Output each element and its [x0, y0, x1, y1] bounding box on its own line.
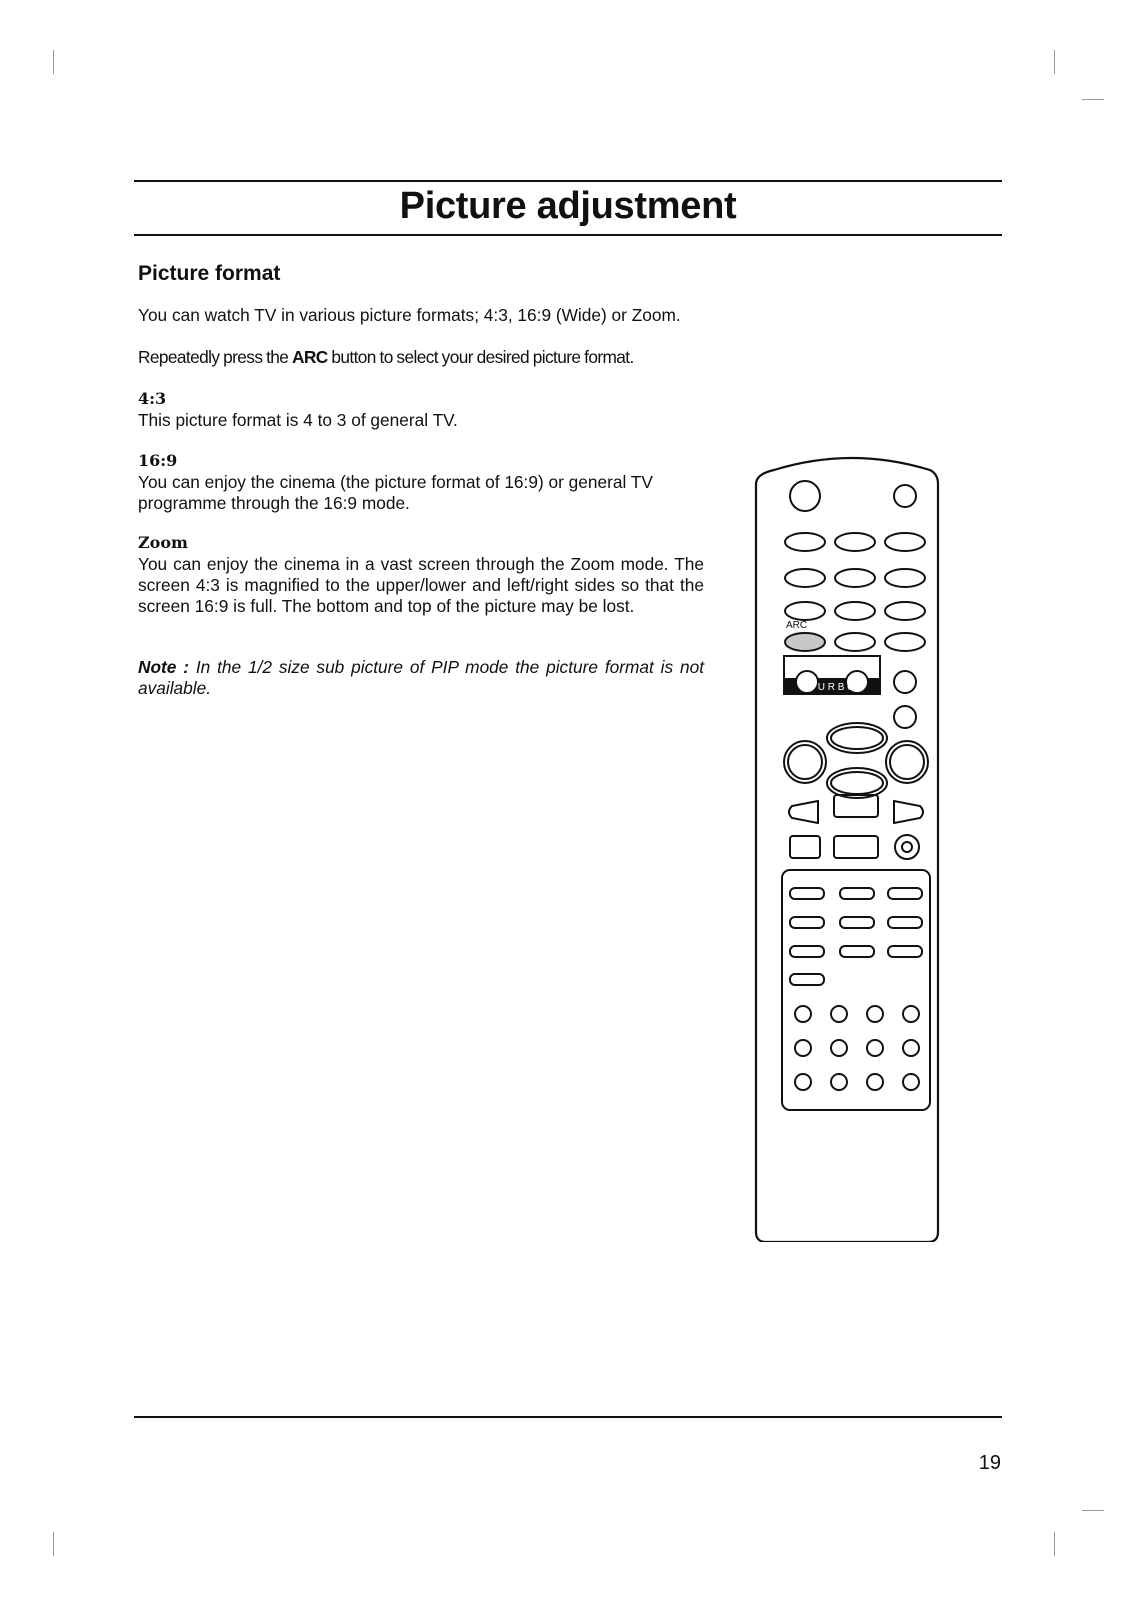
remote-control-drawing: [752, 452, 958, 1242]
intro-paragraph: You can watch TV in various picture formats; 4:3, 16:9 (Wide) or Zoom.: [138, 305, 681, 325]
format-text-4-3: This picture format is 4 to 3 of general TV.: [138, 410, 458, 430]
format-heading-zoom: Zoom: [138, 533, 188, 552]
title-bottom-rule: [134, 234, 1002, 236]
oval-button-grid: [785, 533, 925, 651]
remote-control-illustration: [752, 452, 958, 1247]
page-number: 19: [978, 1452, 1001, 1474]
arc-keyword: ARC: [292, 347, 328, 367]
pill-button-grid: [790, 888, 922, 985]
section-title: Picture format: [138, 262, 281, 285]
format-text-zoom: You can enjoy the cinema in a vast screen through the Zoom mode. The screen 4:3 is magnified to the upper/lower and left/right sides so that the screen 16:9 is full. The bottom and top of the picture may be lost.: [138, 554, 704, 616]
navigation-cluster: [784, 723, 928, 798]
note-text: In the 1/2 size sub picture of PIP mode the picture format is not available.: [138, 657, 704, 698]
format-heading-16-9: 16:9: [138, 451, 178, 470]
format-text-16-9: You can enjoy the cinema (the picture format of 16:9) or general TV programme through the 16:9 mode.: [138, 472, 653, 513]
footer-rule: [134, 1416, 1002, 1418]
turbo-label: T U R B O: [809, 682, 855, 693]
note-label: Note :: [138, 657, 190, 677]
round-button: [894, 671, 916, 693]
right-arrow-button: [894, 801, 923, 823]
mute-button: [894, 485, 916, 507]
intro-instruction: Repeatedly press the ARC button to select your desired picture format.: [138, 347, 634, 367]
crop-mark: [53, 1532, 54, 1556]
crop-mark: [1082, 1510, 1104, 1511]
arc-label: ARC: [786, 620, 808, 631]
power-button: [790, 481, 820, 511]
arc-button: [785, 633, 825, 651]
title-top-rule: [134, 180, 1002, 182]
left-arrow-button: [789, 801, 818, 823]
round-button: [894, 706, 916, 728]
rect-button: [834, 836, 878, 858]
number-button-grid: [795, 1006, 919, 1090]
page-title: Picture adjustment: [399, 185, 737, 227]
round-button: [895, 835, 919, 859]
square-button: [790, 836, 820, 858]
crop-mark: [1082, 99, 1104, 100]
crop-mark: [53, 50, 54, 74]
note-paragraph: [138, 657, 704, 699]
format-heading-4-3: 4:3: [138, 389, 167, 408]
crop-mark: [1054, 1532, 1055, 1556]
crop-mark: [1054, 50, 1055, 74]
